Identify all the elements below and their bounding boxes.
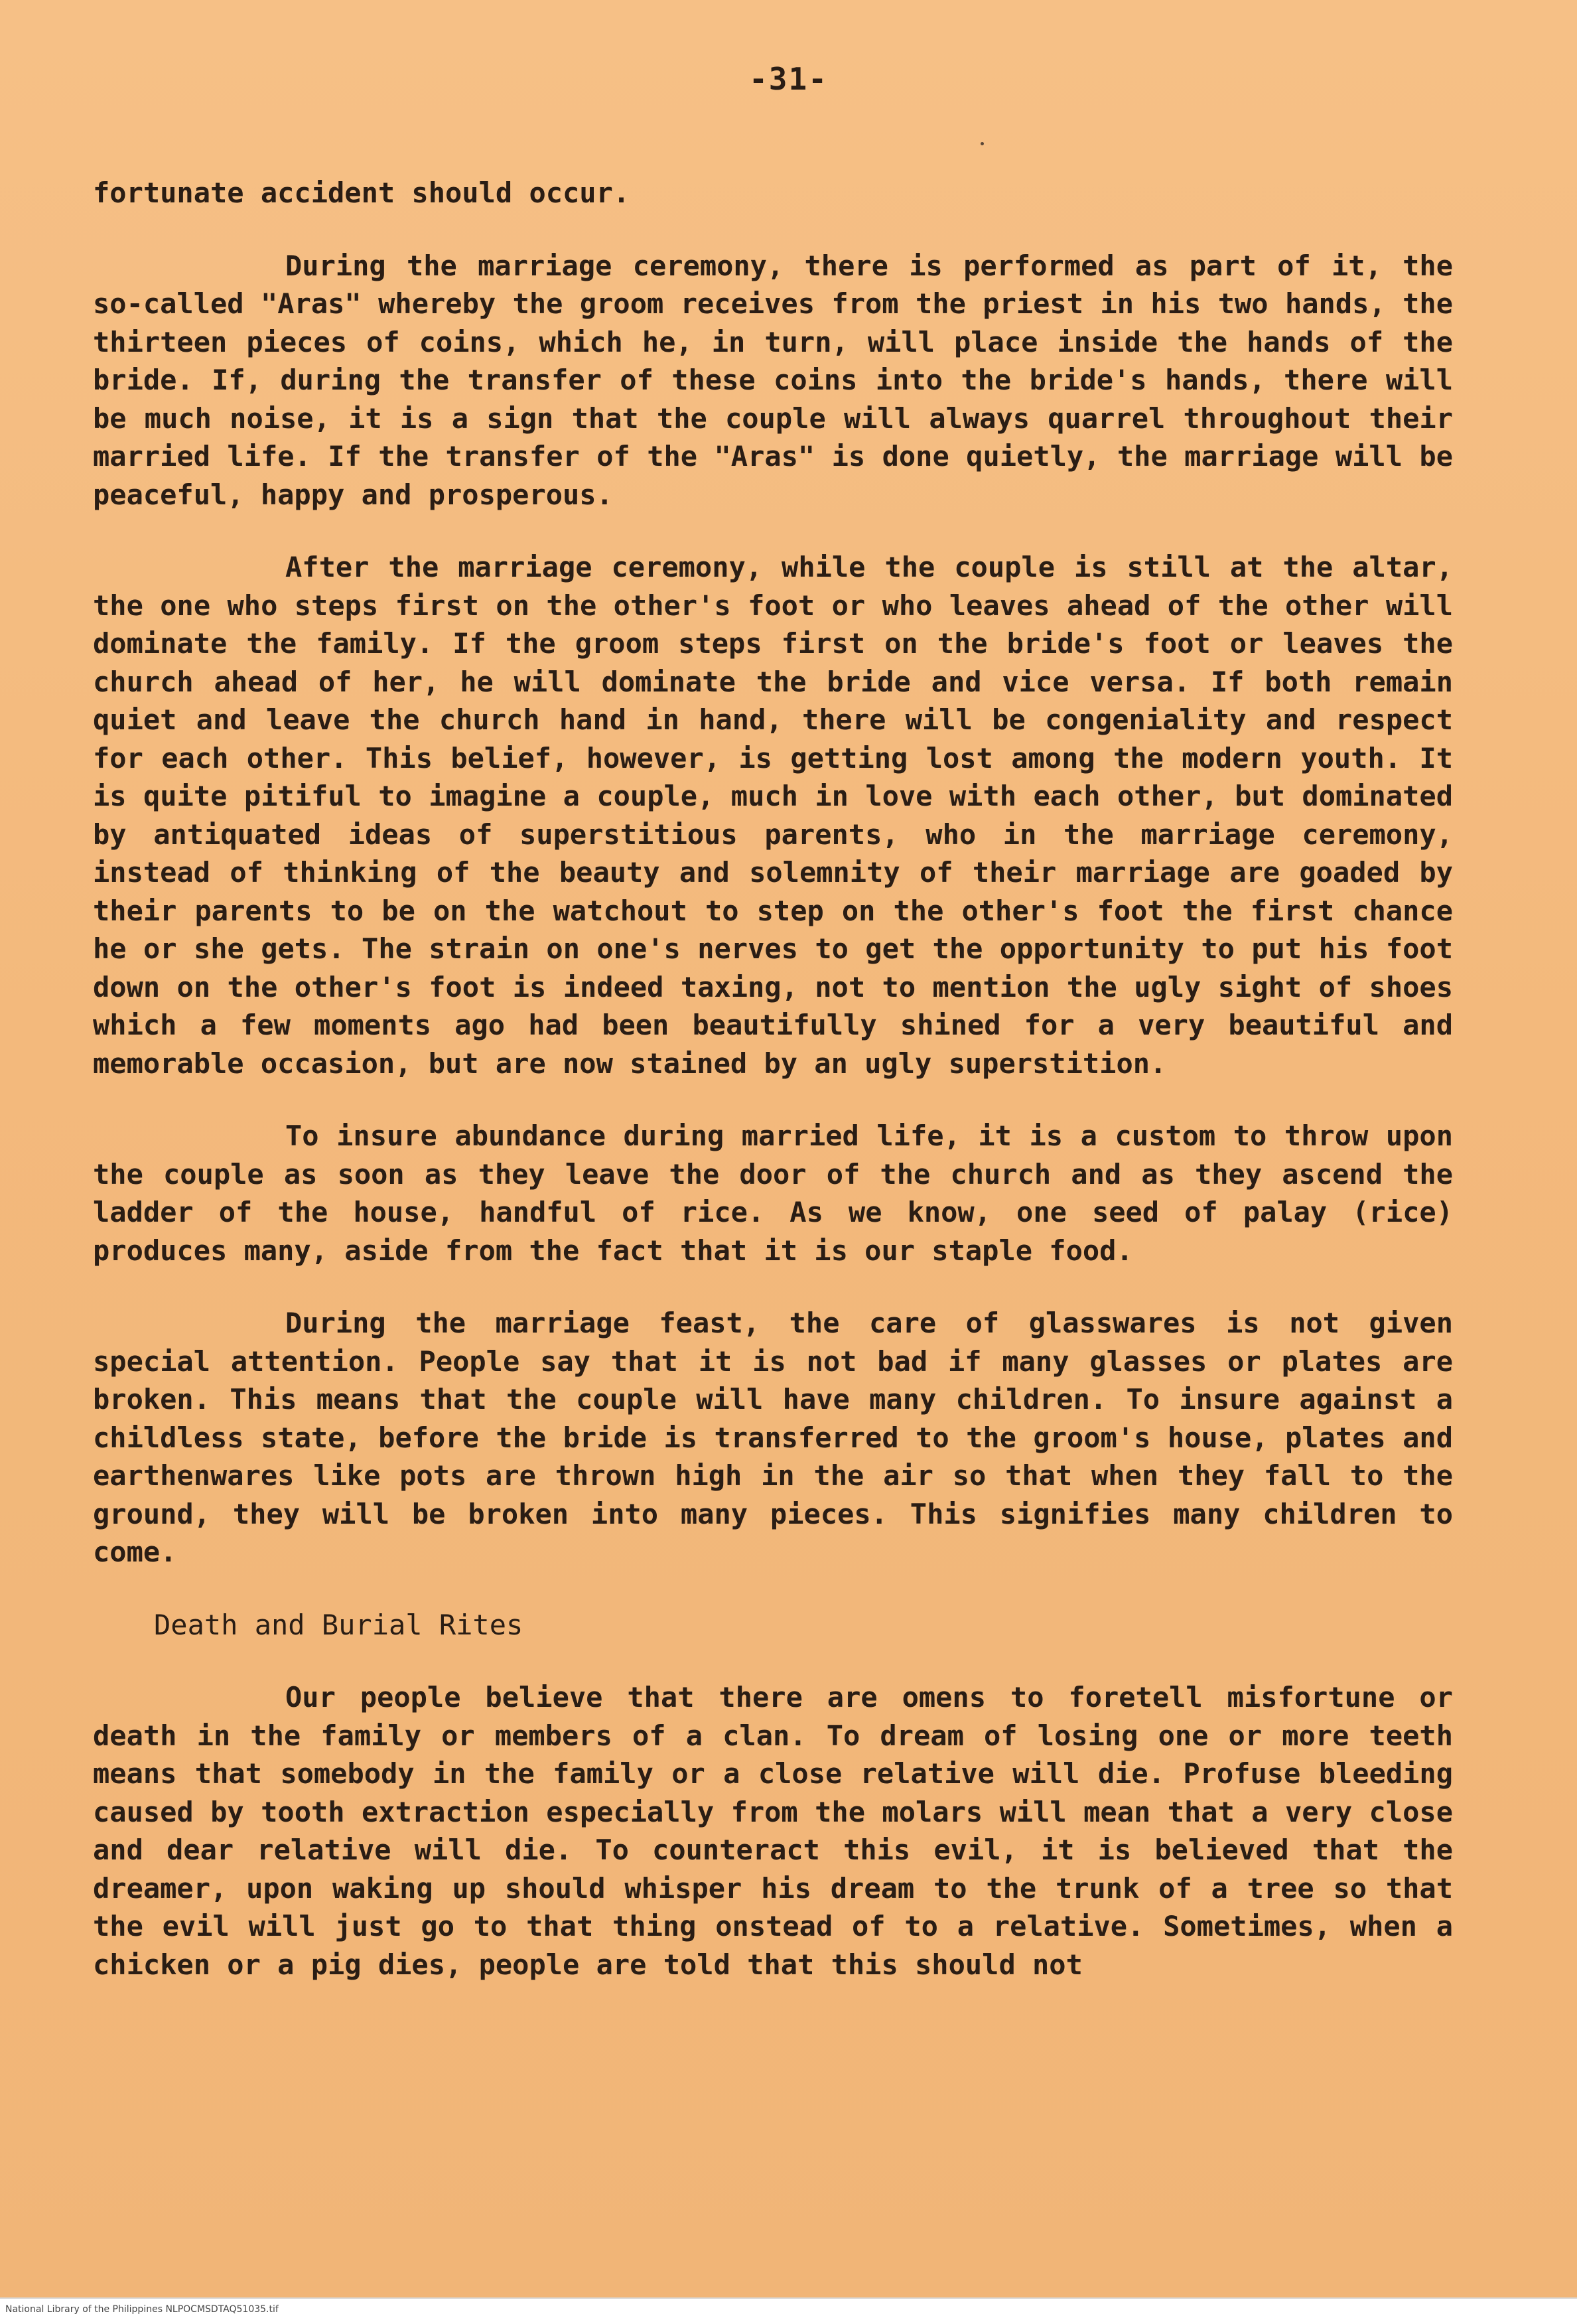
page-number: -31-	[749, 61, 828, 97]
paragraph-aras: During the marriage ceremony, there is performed as part of it, the so-called "Aras" whereby the groom receives from the priest in his two hands, the thirteen pieces of coins, which he, in turn, will place inside the hands of the bride. If, during the transfer of these coins into the bride's hands, there will be much noise, it is a sign that the couple will always quarrel throughout their married life. If the transfer of the "Aras" is done quietly, the marriage will be peaceful, happy and prosperous.	[93, 249, 1453, 511]
paragraph-altar: After the marriage ceremony, while the couple is still at the altar, the one who steps first on the other's foot or who leaves ahead of the other will dominate the family. If the groom steps first on the bride's foot or leaves the church ahead of her, he will dominate the bride and vice versa. If both remain quiet and leave the church hand in hand, there will be congeniality and respect for each other. This belief, however, is getting lost among the modern youth. It is quite pitiful to imagine a couple, much in love with each other, but dominated by antiquated ideas of superstitious parents, who in the marriage ceremony, instead of thinking of the beauty and solemnity of their marriage are goaded by their parents to be on the watchout to step on the other's foot the first chance he or she gets. The strain on one's nerves to get the opportunity to put his foot down on the other's foot is indeed taxing, not to mention the ugly sight of shoes which a few moments ago had been beautifully shined for a very beautiful and memorable occasion, but are now stained by an ugly superstition.	[93, 551, 1453, 1080]
paragraph-continuation: fortunate accident should occur.	[93, 177, 630, 209]
scan-footer	[0, 2297, 1577, 2324]
document-body	[93, 174, 1453, 1984]
footer-caption: National Library of the Philippines NLPOCMSDTAQ51035.tif	[5, 2304, 279, 2315]
paragraph-rice: To insure abundance during married life, it is a custom to throw upon the couple as soon as they leave the door of the church and as they ascend the ladder of the house, handful of rice. As we know, one seed of palay (rice) produces many, aside from the fact that it is our staple food.	[93, 1120, 1453, 1267]
paragraph-feast: During the marriage feast, the care of glasswares is not given special attention. People say that it is not bad if many glasses or plates are broken. This means that the couple will have many children. To insure against a childless state, before the bride is transferred to the groom's house, plates and earthenwares like pots are thrown high in the air so that when they fall to the ground, they will be broken into many pieces. This signifies many children to come.	[93, 1307, 1453, 1568]
paragraph-omens: Our people believe that there are omens to foretell misfortune or death in the family or members of a clan. To dream of losing one or more teeth means that somebody in the family or a close relative will die. Profuse bleeding caused by tooth extraction especially from the molars will mean that a very close and dear relative will die. To counteract this evil, it is believed that the dreamer, upon waking up should whisper his dream to the trunk of a tree so that the evil will just go to that thing onstead of to a relative. Sometimes, when a chicken or a pig dies, people are told that this should not	[93, 1681, 1453, 1981]
section-heading: Death and Burial Rites	[154, 1608, 523, 1641]
ink-speck	[981, 142, 984, 145]
